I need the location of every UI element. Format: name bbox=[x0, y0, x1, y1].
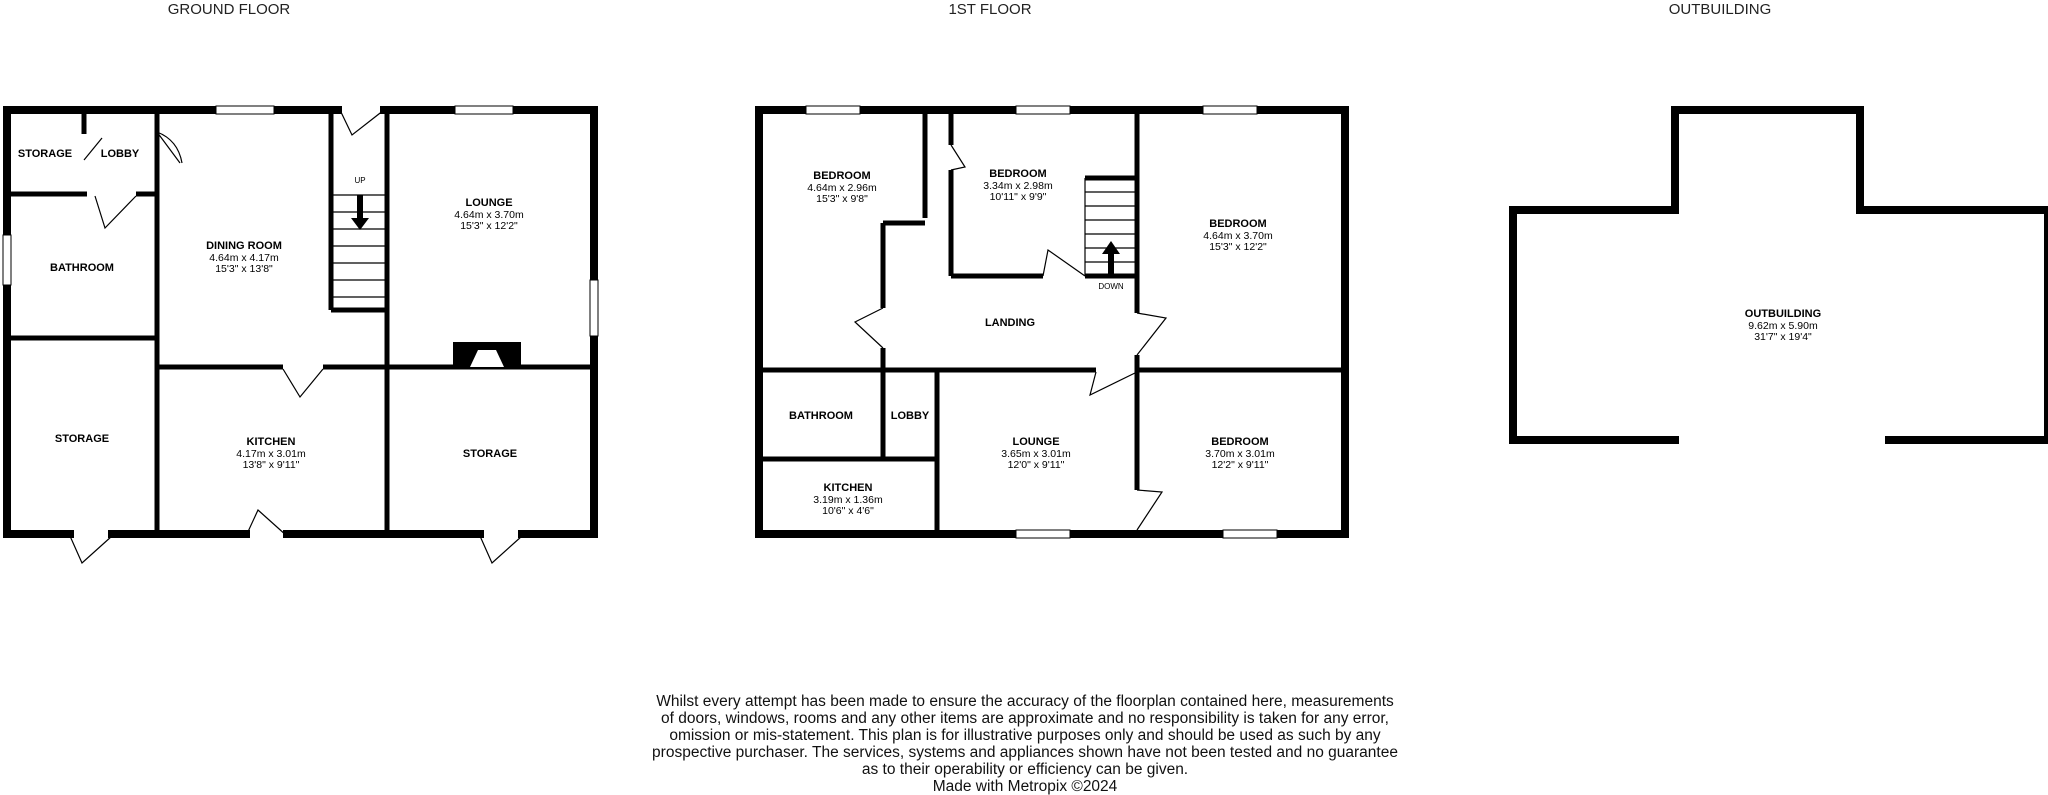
first-floor-title: 1ST FLOOR bbox=[948, 1, 1032, 18]
disclaimer-line: prospective purchaser. The services, systems and appliances shown have not been tested and no guarantee bbox=[652, 744, 1398, 761]
disclaimer bbox=[640, 693, 1410, 795]
room-kitchen-imperial: 13'8" x 9'11" bbox=[242, 459, 300, 471]
room-bedroom-4-name: BEDROOM bbox=[1211, 436, 1269, 448]
ground-floor-plan bbox=[3, 106, 598, 563]
room-outbuilding-imperial: 31'7" x 19'4" bbox=[1754, 331, 1812, 343]
room-lounge-imperial: 15'3" x 12'2" bbox=[460, 220, 518, 232]
stairs-up-arrow-icon bbox=[1102, 241, 1120, 276]
disclaimer-line: Whilst every attempt has been made to ensure the accuracy of the floorplan contained here, measurements bbox=[656, 693, 1394, 710]
room-landing-name: LANDING bbox=[984, 317, 1036, 329]
room-storage-left-name: STORAGE bbox=[54, 433, 110, 445]
outbuilding-plan bbox=[1513, 110, 2048, 440]
room-bedroom-3-imperial: 15'3" x 12'2" bbox=[1209, 241, 1267, 253]
room-bedroom-3-name: BEDROOM bbox=[1209, 218, 1267, 230]
stairs-up-label: UP bbox=[354, 176, 366, 185]
room-bedroom-4-imperial: 12'2" x 9'11" bbox=[1211, 459, 1269, 471]
room-bedroom-1-name: BEDROOM bbox=[813, 170, 871, 182]
room-lounge-first-name: LOUNGE bbox=[1012, 436, 1060, 448]
room-lounge-first-metric: 3.65m x 3.01m bbox=[1001, 448, 1071, 460]
room-lobby-first-name: LOBBY bbox=[890, 410, 930, 422]
room-bedroom-1-imperial: 15'3" x 9'8" bbox=[816, 193, 868, 205]
room-lobby-name: LOBBY bbox=[100, 148, 140, 160]
room-outbuilding-name: OUTBUILDING bbox=[1744, 308, 1822, 320]
room-bedroom-3-metric: 4.64m x 3.70m bbox=[1203, 230, 1273, 242]
ground-floor-title: GROUND FLOOR bbox=[167, 1, 291, 18]
room-lounge-name: LOUNGE bbox=[465, 197, 513, 209]
room-bedroom-2-metric: 3.34m x 2.98m bbox=[983, 180, 1053, 192]
room-kitchen-first-name: KITCHEN bbox=[823, 482, 873, 494]
first-floor-plan bbox=[759, 106, 1345, 538]
ground-floor-walls bbox=[7, 110, 594, 534]
room-dining-room-imperial: 15'3" x 13'8" bbox=[215, 263, 273, 275]
outbuilding-title: OUTBUILDING bbox=[1668, 1, 1772, 18]
room-lounge-metric: 4.64m x 3.70m bbox=[454, 209, 524, 221]
ground-floor-interior-walls bbox=[7, 110, 594, 534]
disclaimer-line: omission or mis-statement. This plan is for illustrative purposes only and should be used as such by any bbox=[669, 727, 1381, 744]
metropix-credit: Made with Metropix ©2024 bbox=[932, 778, 1118, 795]
room-bathroom-name: BATHROOM bbox=[50, 262, 114, 274]
room-outbuilding-metric: 9.62m x 5.90m bbox=[1748, 320, 1818, 332]
outbuilding-walls bbox=[1513, 110, 2048, 440]
room-bedroom-1-metric: 4.64m x 2.96m bbox=[807, 182, 877, 194]
room-bedroom-2-name: BEDROOM bbox=[989, 168, 1047, 180]
room-kitchen-first-imperial: 10'6" x 4'6" bbox=[822, 505, 874, 517]
room-lounge-first-imperial: 12'0" x 9'11" bbox=[1007, 459, 1065, 471]
room-storage-right-name: STORAGE bbox=[462, 448, 518, 460]
room-kitchen-name: KITCHEN bbox=[246, 436, 296, 448]
room-kitchen-metric: 4.17m x 3.01m bbox=[236, 448, 306, 460]
room-bedroom-4-metric: 3.70m x 3.01m bbox=[1205, 448, 1275, 460]
stairs-down-label: DOWN bbox=[1098, 282, 1124, 291]
disclaimer-line: of doors, windows, rooms and any other items are approximate and no responsibility is taken for any error, bbox=[660, 710, 1389, 727]
room-bedroom-2-imperial: 10'11" x 9'9" bbox=[989, 191, 1047, 203]
room-dining-room-name: DINING ROOM bbox=[206, 240, 282, 252]
room-kitchen-first-metric: 3.19m x 1.36m bbox=[813, 494, 883, 506]
room-storage-small-name: STORAGE bbox=[17, 148, 73, 160]
disclaimer-line: as to their operability or efficiency can be given. bbox=[861, 761, 1189, 778]
room-dining-room-metric: 4.64m x 4.17m bbox=[209, 252, 279, 264]
room-bathroom-first-name: BATHROOM bbox=[789, 410, 853, 422]
fireplace-icon bbox=[453, 342, 521, 367]
